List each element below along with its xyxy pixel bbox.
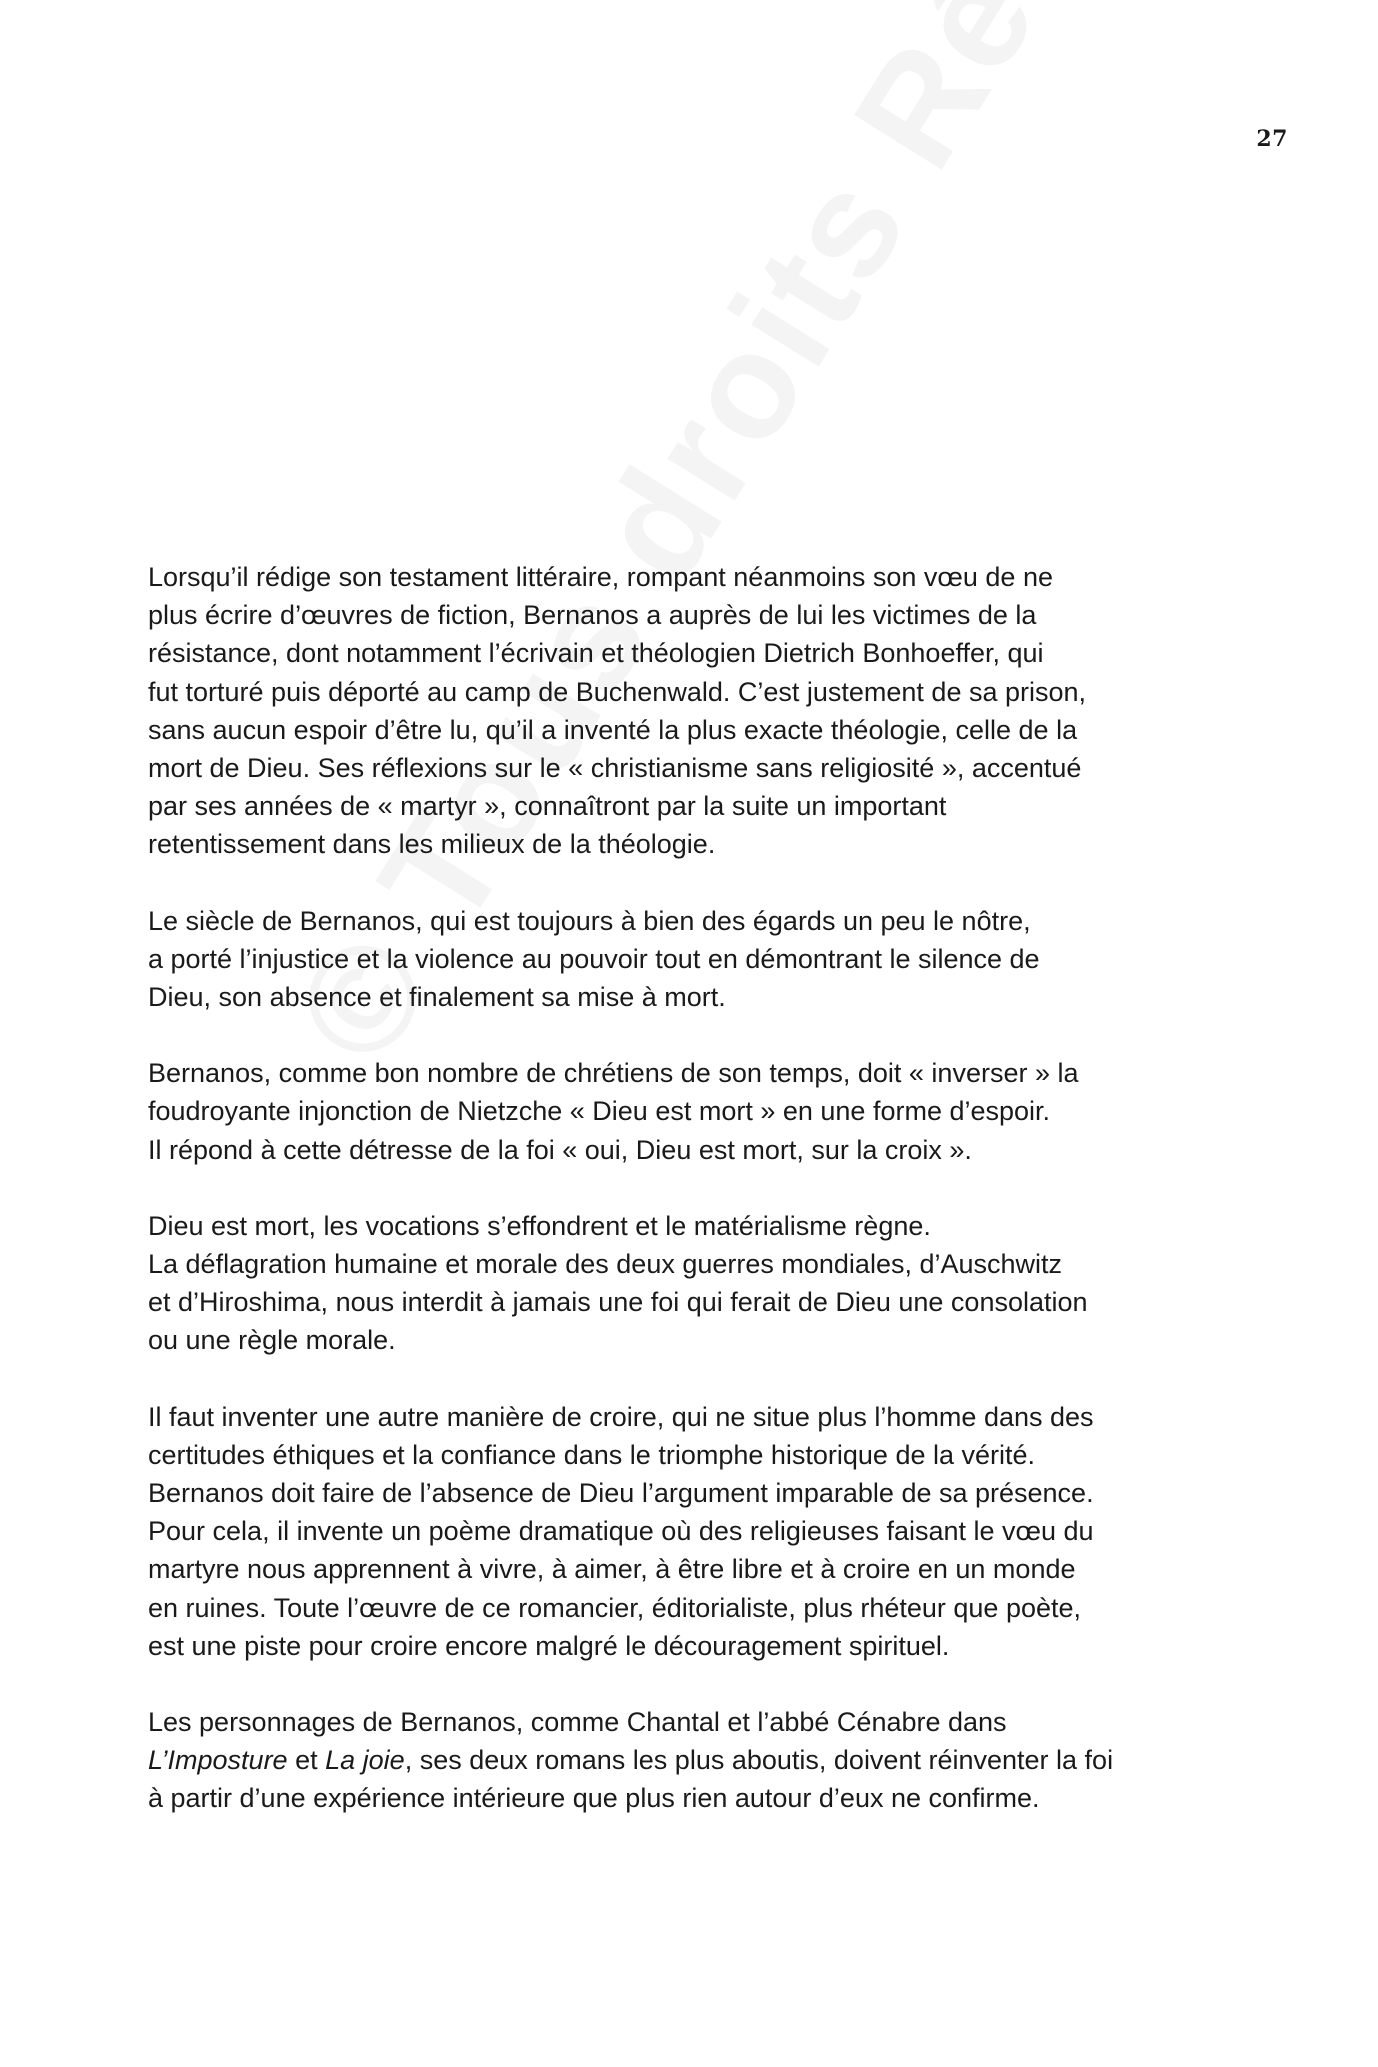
text-line: Dieu, son absence et finalement sa mise à mort.	[148, 982, 726, 1013]
text-segment: , ses deux romans les plus aboutis, doivent réinventer la foi	[404, 1745, 1114, 1776]
text-line: sans aucun espoir d’être lu, qu’il a inventé la plus exacte théologie, celle de la	[148, 714, 1078, 745]
text-line: et d’Hiroshima, nous interdit à jamais une foi qui ferait de Dieu une consolation	[148, 1287, 1088, 1318]
paragraph-1	[148, 558, 1238, 864]
text-line: Les personnages de Bernanos, comme Chantal et l’abbé Cénabre dans	[148, 1707, 1007, 1738]
text-line: martyre nous apprennent à vivre, à aimer, à être libre et à croire en un monde	[148, 1554, 1076, 1585]
book-title-imposture: L’Imposture	[148, 1745, 288, 1776]
text-line: résistance, dont notamment l’écrivain et théologien Dietrich Bonhoeffer, qui	[148, 638, 1044, 669]
text-line: Dieu est mort, les vocations s’effondrent et le matérialisme règne.	[148, 1210, 931, 1241]
text-line: en ruines. Toute l’œuvre de ce romancier, éditorialiste, plus rhéteur que poète,	[148, 1592, 1082, 1623]
paragraph-6	[148, 1703, 1238, 1818]
text-line: Il répond à cette détresse de la foi « oui, Dieu est mort, sur la croix ».	[148, 1134, 972, 1165]
text-line: à partir d’une expérience intérieure que plus rien autour d’eux ne confirme.	[148, 1783, 1040, 1814]
text-line: certitudes éthiques et la confiance dans le triomphe historique de la vérité.	[148, 1439, 1036, 1470]
text-line: Bernanos, comme bon nombre de chrétiens de son temps, doit « inverser » la	[148, 1058, 1079, 1089]
text-connector: et	[287, 1745, 326, 1776]
text-line	[148, 1741, 1238, 1779]
text-body	[148, 558, 1238, 1856]
text-line: a porté l’injustice et la violence au pouvoir tout en démontrant le silence de	[148, 943, 1040, 974]
text-line: mort de Dieu. Ses réflexions sur le « christianisme sans religiosité », accentué	[148, 753, 1082, 784]
page-number: 27	[1256, 126, 1288, 152]
text-line: par ses années de « martyr », connaîtront par la suite un important	[148, 791, 947, 822]
text-line: est une piste pour croire encore malgré le découragement spirituel.	[148, 1630, 950, 1661]
text-line: plus écrire d’œuvres de fiction, Bernanos a auprès de lui les victimes de la	[148, 600, 1037, 631]
text-line: ou une règle morale.	[148, 1325, 396, 1356]
text-line: fut torturé puis déporté au camp de Buchenwald. C’est justement de sa prison,	[148, 676, 1087, 707]
text-line: foudroyante injonction de Nietzche « Dieu est mort » en une forme d’espoir.	[148, 1096, 1051, 1127]
text-line: Il faut inventer une autre manière de croire, qui ne situe plus l’homme dans des	[148, 1401, 1094, 1432]
text-line: Lorsqu’il rédige son testament littéraire, rompant néanmoins son vœu de ne	[148, 562, 1053, 592]
book-title-la-joie: La joie	[325, 1745, 405, 1776]
text-line: Bernanos doit faire de l’absence de Dieu l’argument imparable de sa présence.	[148, 1478, 1094, 1509]
text-line: Pour cela, il invente un poème dramatique où des religieuses faisant le vœu du	[148, 1516, 1094, 1547]
text-line: retentissement dans les milieux de la théologie.	[148, 829, 716, 860]
paragraph-2	[148, 902, 1238, 1017]
paragraph-3	[148, 1054, 1238, 1169]
paragraph-5	[148, 1398, 1238, 1665]
text-line: La déflagration humaine et morale des deux guerres mondiales, d’Auschwitz	[148, 1249, 1063, 1280]
text-line: Le siècle de Bernanos, qui est toujours à bien des égards un peu le nôtre,	[148, 905, 1031, 936]
paragraph-4	[148, 1207, 1238, 1360]
